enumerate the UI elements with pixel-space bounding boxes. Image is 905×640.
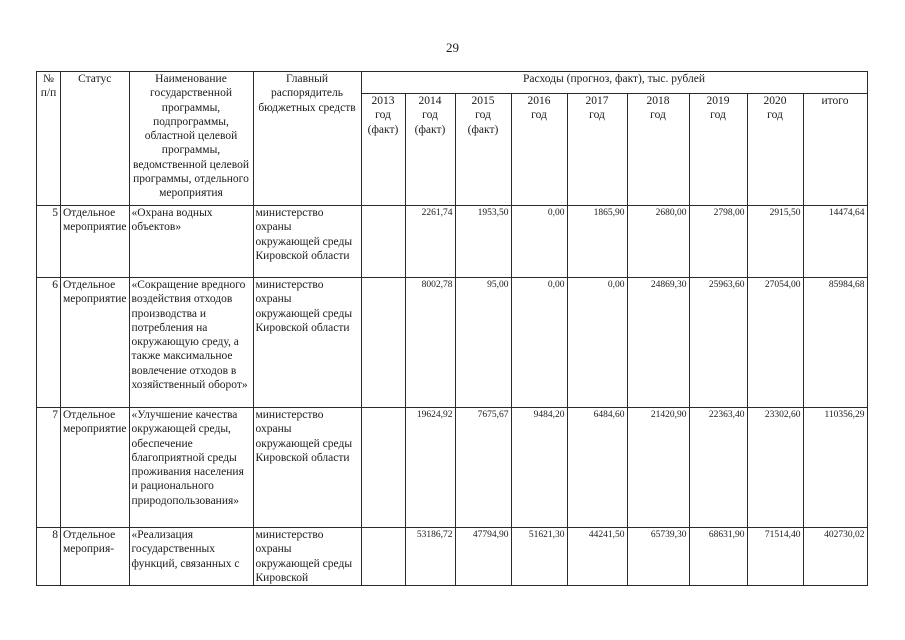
row-name: «Улучшение качества окружающей среды, обеспечение благоприятной среды проживания населения и рационального природопользования» <box>129 408 253 528</box>
value-total: 14474,64 <box>803 206 867 278</box>
value-2017: 6484,60 <box>567 408 627 528</box>
header-year-2015: 2015 год (факт) <box>455 94 511 206</box>
value-2013 <box>361 206 405 278</box>
value-2020: 23302,60 <box>747 408 803 528</box>
value-2020: 2915,50 <box>747 206 803 278</box>
header-year-2016: 2016 год <box>511 94 567 206</box>
value-2014: 2261,74 <box>405 206 455 278</box>
row-admin: министерство охраны окружающей среды Кировской области <box>253 408 361 528</box>
header-total: итого <box>803 94 867 206</box>
row-status: Отдельное мероприятие <box>61 408 130 528</box>
value-total: 110356,29 <box>803 408 867 528</box>
value-2017: 0,00 <box>567 278 627 408</box>
row-status: Отдельное мероприя- <box>61 528 130 586</box>
row-name: «Охрана водных объектов» <box>129 206 253 278</box>
row-admin: министерство охраны окружающей среды Кировской области <box>253 278 361 408</box>
value-2016: 9484,20 <box>511 408 567 528</box>
value-2016: 0,00 <box>511 278 567 408</box>
row-status: Отдельное мероприятие <box>61 278 130 408</box>
budget-table <box>36 71 868 586</box>
value-2016: 0,00 <box>511 206 567 278</box>
value-2015: 47794,90 <box>455 528 511 586</box>
value-2014: 8002,78 <box>405 278 455 408</box>
header-status: Статус <box>61 72 130 206</box>
header-admin: Главный распорядитель бюджетных средств <box>253 72 361 206</box>
value-2018: 24869,30 <box>627 278 689 408</box>
table-row <box>37 528 868 586</box>
value-2018: 21420,90 <box>627 408 689 528</box>
row-status: Отдельное мероприятие <box>61 206 130 278</box>
row-number: 5 <box>37 206 61 278</box>
table-row <box>37 408 868 528</box>
value-2017: 1865,90 <box>567 206 627 278</box>
value-2017: 44241,50 <box>567 528 627 586</box>
value-total: 85984,68 <box>803 278 867 408</box>
row-admin: министерство охраны окружающей среды Кировской области <box>253 206 361 278</box>
value-2014: 19624,92 <box>405 408 455 528</box>
row-number: 7 <box>37 408 61 528</box>
header-year-2014: 2014 год (факт) <box>405 94 455 206</box>
row-number: 8 <box>37 528 61 586</box>
value-2014: 53186,72 <box>405 528 455 586</box>
row-admin: министерство охраны окружающей среды Кировской <box>253 528 361 586</box>
header-year-2013: 2013 год (факт) <box>361 94 405 206</box>
page-number: 29 <box>446 40 459 55</box>
value-2013 <box>361 528 405 586</box>
value-2015: 7675,67 <box>455 408 511 528</box>
table-row <box>37 206 868 278</box>
header-number: № п/п <box>37 72 61 206</box>
value-2016: 51621,30 <box>511 528 567 586</box>
value-2019: 25963,60 <box>689 278 747 408</box>
header-year-2017: 2017 год <box>567 94 627 206</box>
header-year-2019: 2019 год <box>689 94 747 206</box>
row-name: «Сокращение вредного воздействия отходов производства и потребления на окружающую среду, а также максимальное вовлечение отходов в хозяйственный оборот» <box>129 278 253 408</box>
value-2020: 27054,00 <box>747 278 803 408</box>
value-total: 402730,02 <box>803 528 867 586</box>
value-2019: 22363,40 <box>689 408 747 528</box>
value-2015: 1953,50 <box>455 206 511 278</box>
row-name: «Реализация государственных функций, связанных с <box>129 528 253 586</box>
value-2019: 68631,90 <box>689 528 747 586</box>
value-2015: 95,00 <box>455 278 511 408</box>
header-year-2020: 2020 год <box>747 94 803 206</box>
row-number: 6 <box>37 278 61 408</box>
header-year-2018: 2018 год <box>627 94 689 206</box>
value-2018: 65739,30 <box>627 528 689 586</box>
table-row <box>37 278 868 408</box>
value-2018: 2680,00 <box>627 206 689 278</box>
value-2020: 71514,40 <box>747 528 803 586</box>
value-2013 <box>361 408 405 528</box>
value-2013 <box>361 278 405 408</box>
header-expenses: Расходы (прогноз, факт), тыс. рублей <box>361 72 867 94</box>
header-name: Наименование государственной программы, подпрограммы, областной целевой программы, ведомственной целевой программы, отдельного мероприятия <box>129 72 253 206</box>
value-2019: 2798,00 <box>689 206 747 278</box>
